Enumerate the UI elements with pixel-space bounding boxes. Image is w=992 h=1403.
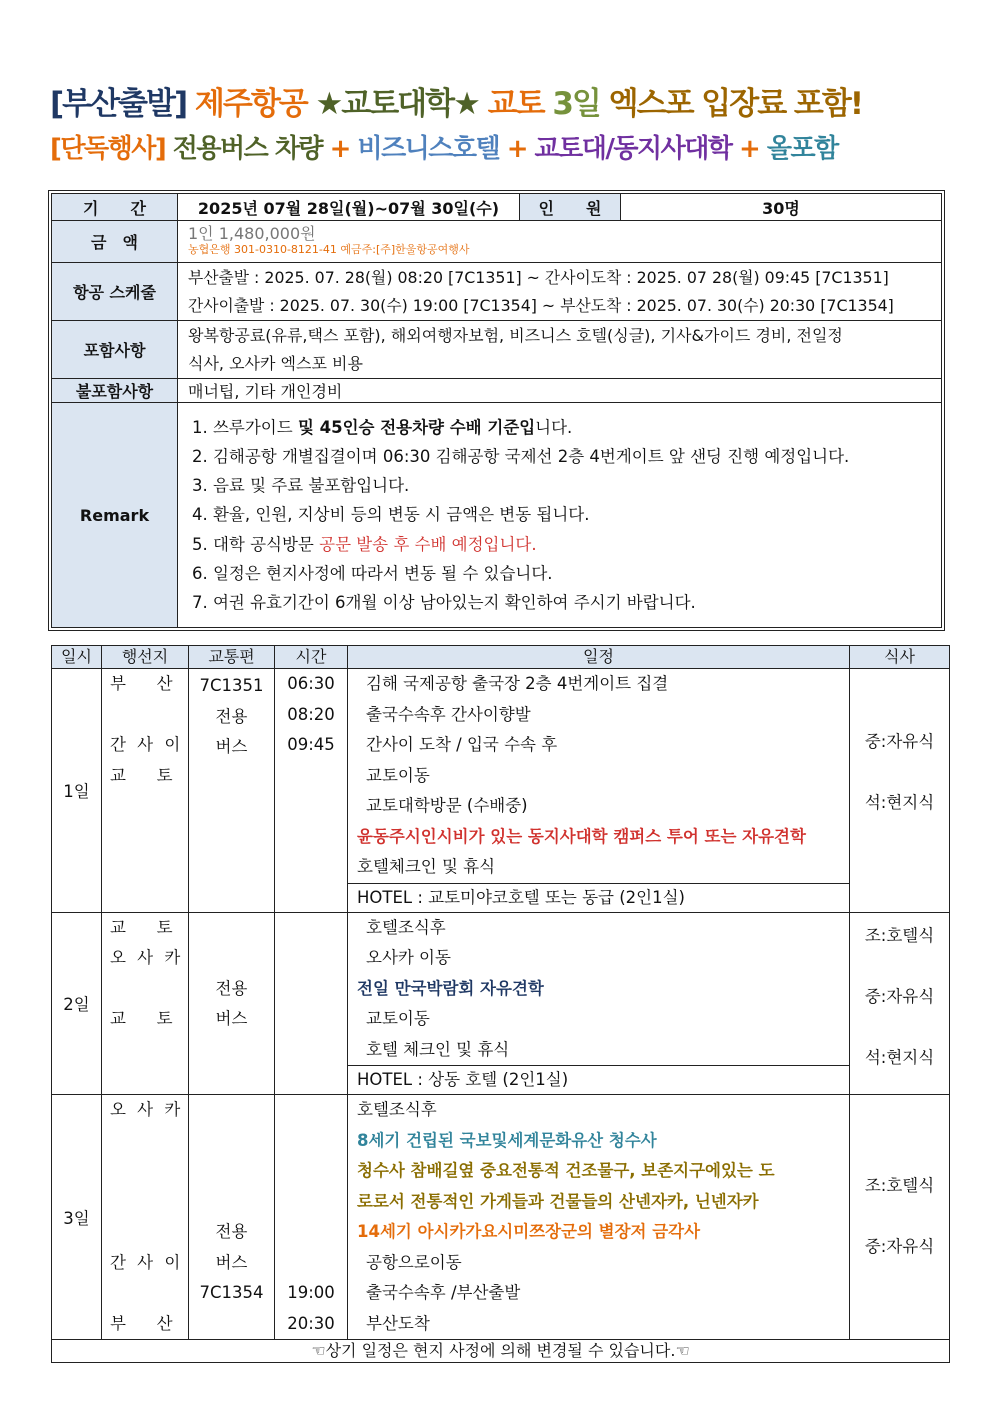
day-3-item: 공항으로이동	[366, 1252, 462, 1272]
remark-label: Remark	[52, 403, 178, 628]
headline-segment: +	[506, 134, 535, 164]
day-1-items	[348, 669, 849, 822]
day-3-transport: 전용 버스 7C1354	[189, 1095, 275, 1340]
flight-return: 간사이출발 : 2025. 07. 30(수) 19:00 [7C1354] ~ 부산도착 : 2025. 07. 30(수) 20:30 [7C1354]	[188, 295, 894, 315]
day-1-item: 교토이동	[366, 765, 430, 785]
day-1-label: 1일	[52, 669, 102, 913]
day-2-meals: 조:호텔식 중:자유식 석:현지식	[850, 912, 950, 1095]
headline-line-2	[50, 128, 838, 165]
price-value: 1인 1,480,000원	[188, 223, 316, 243]
remark-item	[192, 588, 941, 617]
remark-item	[192, 559, 941, 588]
remark-item	[192, 442, 941, 471]
itinerary-table	[51, 645, 950, 1363]
remark-red: 공문 발송 후 수배 예정입니다.	[319, 534, 537, 554]
remark-text: 6. 일정은 현지사정에 따라서 변동 될 수 있습니다.	[192, 563, 553, 583]
day-1-meals: 중:자유식 석:현지식	[850, 669, 950, 913]
day-3-times: 19:00 20:30	[275, 1095, 348, 1340]
day-1-cities: 부 산 간 사 이 교 토	[102, 669, 189, 913]
remark-text: 니다.	[535, 417, 573, 437]
header-itinerary: 일정	[348, 646, 850, 669]
day-1-last: 호텔체크인 및 휴식	[357, 857, 496, 876]
day-1-transport: 7C1351 전용 버스	[189, 669, 275, 913]
day-3-label: 3일	[52, 1095, 102, 1340]
day-2-expo: 전일 만국박람회 자유견학	[357, 978, 544, 998]
headline-segment: 비즈니스호텔	[357, 134, 507, 164]
day-3-kinkakuji: 14세기 아시카가요시미쯔장군의 별장저 금각사	[357, 1222, 701, 1241]
headline-segment: ★교토대학★	[315, 86, 488, 122]
remark-item	[192, 500, 941, 529]
header-transport: 교통편	[189, 646, 275, 669]
day-3-kiyomizu: 8세기 건립된 국보및세계문화유산 청수사	[357, 1130, 657, 1150]
day-2-item: 호텔 체크인 및 휴식	[366, 1039, 510, 1059]
day-1-item: 출국수속후 간사이향발	[366, 704, 531, 724]
day-2-cities: 교 토 오 사 카 교 토	[102, 912, 189, 1095]
header-meals: 식사	[850, 646, 950, 669]
remark-text: 7. 여권 유효기간이 6개월 이상 남아있는지 확인하여 주시기 바랍니다.	[192, 592, 696, 612]
day-1-times: 06:30 08:20 09:45	[275, 669, 348, 913]
day-3-meals: 조:호텔식 중:자유식	[850, 1095, 950, 1340]
remark-text: 5. 대학 공식방문	[192, 534, 320, 554]
day-1-item: 김해 국제공항 출국장 2층 4번게이트 집결	[366, 674, 669, 693]
flight-label: 항공 스케줄	[52, 263, 178, 321]
day-3-street-1: 청수사 참배길옆 중요전통적 건조물구, 보존지구에있는 도	[357, 1161, 775, 1180]
bank-account: 농협은행 301-0310-8121-41 예금주:[주]한울항공여행사	[188, 242, 470, 256]
day-1-item: 교토대학방문 (수배중)	[366, 796, 528, 815]
headline-segment: 교토	[487, 86, 553, 122]
day-1-hotel: HOTEL : 교토미야코호텔 또는 동급 (2인1실)	[348, 883, 849, 912]
price-label: 금 액	[52, 221, 178, 263]
headline-segment: 교토대/동지사대학	[534, 134, 740, 164]
header-destination: 행선지	[102, 646, 189, 669]
headline-segment: [단독행사]	[50, 134, 173, 164]
remark-text: 3. 음료 및 주료 불포함입니다.	[192, 476, 410, 496]
headline-segment: 올포함	[766, 134, 838, 164]
header-date: 일시	[52, 646, 102, 669]
headline-segment: 제주항공	[194, 86, 316, 122]
remark-bold: 및 45인승 전용차량 수배 기준입	[297, 417, 536, 437]
remark-item	[192, 530, 941, 559]
day-1-item: 간사이 도착 / 입국 수속 후	[366, 735, 558, 754]
tour-info-table	[51, 193, 942, 628]
flight-outbound: 부산출발 : 2025. 07. 28(월) 08:20 [7C1351] ~ 간사이도착 : 2025. 07 28(월) 09:45 [7C1351]	[188, 267, 889, 287]
day-2-items	[348, 913, 849, 974]
day-3-street-2: 로로서 전통적인 가게들과 건물들의 산넨자카, 닌넨자카	[357, 1191, 759, 1211]
day-3-cities: 오 사 카 간 사 이 부 산	[102, 1095, 189, 1340]
day-2-item: 교토이동	[366, 1009, 430, 1028]
people-value: 30명	[621, 194, 942, 221]
period-label: 기 간	[52, 194, 178, 221]
headline-segment: +	[329, 134, 358, 164]
day-3-item: 출국수속후 /부산출발	[366, 1283, 521, 1302]
day-2-label: 2일	[52, 912, 102, 1095]
day-3-item: 부산도착	[366, 1313, 430, 1333]
headline-segment: 전용버스 차량	[172, 134, 330, 164]
included-label: 포함사항	[52, 321, 178, 379]
day-2-item: 호텔조식후	[366, 917, 446, 937]
period-value: 2025년 07월 28일(월)~07월 30일(수)	[178, 194, 520, 221]
day-2-item: 오사카 이동	[366, 948, 451, 967]
excluded-value: 매너팁, 기타 개인경비	[178, 379, 942, 403]
remark-text: 2. 김해공항 개별집결이며 06:30 김해공항 국제선 2층 4번게이트 앞 샌딩 진행 예정입니다.	[192, 447, 850, 467]
headline-segment: 3일	[552, 86, 609, 122]
remark-item	[192, 413, 941, 442]
headline-segment: 엑스포 입장료 포함!	[608, 86, 862, 122]
remark-list	[178, 407, 941, 623]
excluded-label: 불포함사항	[52, 379, 178, 403]
included-line-2: 식사, 오사카 엑스포 비용	[188, 353, 363, 373]
header-time: 시간	[275, 646, 348, 669]
day-3-item-1: 호텔조식후	[357, 1100, 437, 1119]
schedule-footnote: ☜상기 일정은 현지 사정에 의해 변경될 수 있습니다.☜	[52, 1340, 950, 1363]
day-1-highlight: 윤동주시인시비가 있는 동지사대학 캠퍼스 투어 또는 자유견학	[357, 826, 806, 846]
headline-segment: [부산출발]	[50, 86, 195, 122]
remark-text: 1. 쓰루가이드	[192, 417, 298, 437]
day-3-rest	[348, 1248, 849, 1340]
headline-segment: +	[739, 134, 767, 164]
day-2-rest	[348, 1004, 849, 1065]
included-line-1: 왕복항공료(유류,택스 포함), 해외여행자보험, 비즈니스 호텔(싱글), 기사&가이드 경비, 전일정	[188, 325, 843, 345]
headline-line-1	[50, 78, 862, 123]
day-2-hotel: HOTEL : 상동 호텔 (2인1실)	[348, 1065, 849, 1094]
people-label: 인 원	[520, 194, 621, 221]
remark-text: 4. 환율, 인원, 지상비 등의 변동 시 금액은 변동 됩니다.	[192, 505, 590, 525]
remark-item	[192, 471, 941, 500]
day-2-transport: 전용 버스	[189, 912, 275, 1095]
